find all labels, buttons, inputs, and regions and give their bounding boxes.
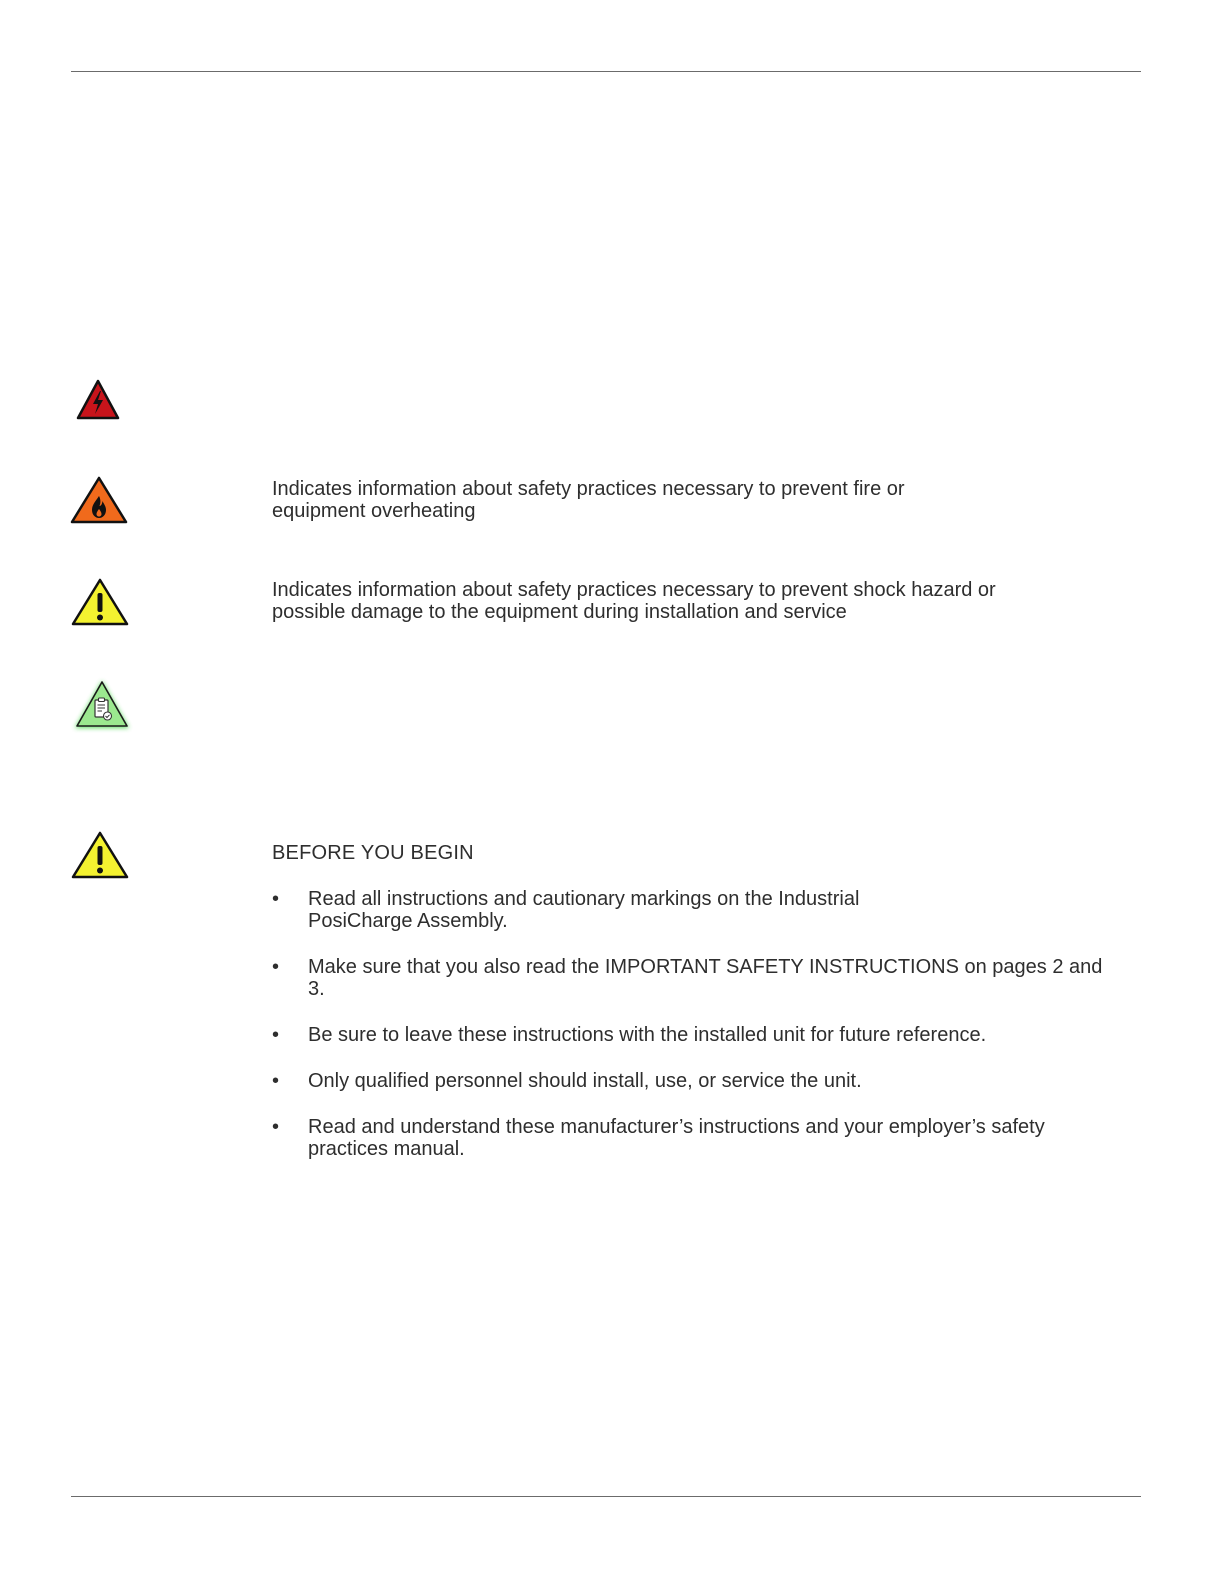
list-item-text: Read all instructions and cautionary markings on the Industrial PosiCharge Assembly. [308, 888, 860, 932]
list-item-text: Make sure that you also read the IMPORTANT SAFETY INSTRUCTIONS on pages 2 and 3. [308, 956, 1103, 1000]
before-you-begin-list [272, 888, 1122, 1184]
list-item-text: Be sure to leave these instructions with the installed unit for future reference. [308, 1024, 987, 1046]
list-item [272, 1024, 1122, 1046]
list-item-text: Only qualified personnel should install, use, or service the unit. [308, 1070, 862, 1092]
caution-description: Indicates information about safety practices necessary to prevent shock hazard or possible damage to the equipment during installation and service [272, 579, 996, 623]
list-item [272, 888, 948, 932]
bullet-glyph: • [272, 888, 280, 910]
footer-rule [71, 1496, 1141, 1497]
bullet-glyph: • [272, 956, 280, 978]
list-item [272, 956, 1122, 1000]
list-item-text: Read and understand these manufacturer’s instructions and your employer’s safety practices manual. [308, 1116, 1045, 1160]
note-clipboard-icon [71, 677, 133, 733]
bullet-glyph: • [272, 1024, 280, 1046]
electrical-hazard-icon [76, 379, 120, 421]
header-rule [71, 71, 1141, 72]
caution-exclamation-icon [71, 831, 129, 879]
list-item [272, 1070, 1122, 1092]
bullet-glyph: • [272, 1070, 280, 1092]
fire-description: Indicates information about safety practices necessary to prevent fire or equipment overheating [272, 478, 905, 522]
list-item [272, 1116, 1122, 1160]
fire-warning-icon [70, 476, 128, 524]
bullet-glyph: • [272, 1116, 280, 1138]
caution-exclamation-icon [71, 578, 129, 626]
before-you-begin-heading: BEFORE YOU BEGIN [272, 842, 474, 864]
